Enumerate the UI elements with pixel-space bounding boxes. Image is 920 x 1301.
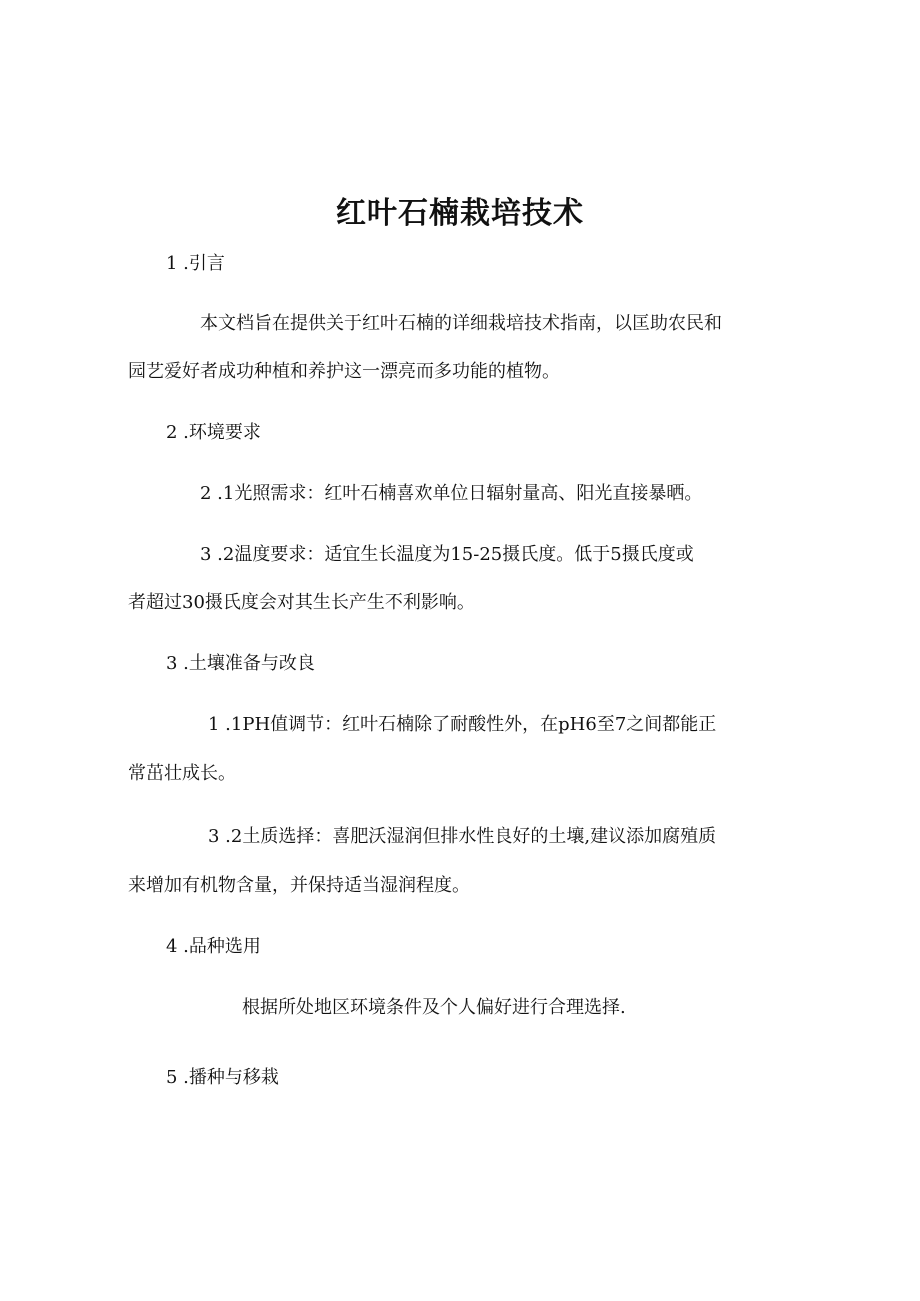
paragraph-line: 3 .2温度要求：适宜生长温度为15-25摄氏度。低于5摄氏度或 <box>200 544 694 565</box>
section-heading-variety: 4 .品种选用 <box>166 936 261 957</box>
paragraph-line: 来增加有机物含量，并保持适当湿润程度。 <box>128 875 470 896</box>
section-heading-sowing: 5 .播种与移栽 <box>166 1067 279 1088</box>
document-title: 红叶石楠栽培技术 <box>336 196 584 232</box>
paragraph-line: 2 .1光照需求：红叶石楠喜欢单位日辐射量高、阳光直接暴晒。 <box>200 483 703 504</box>
paragraph-line: 3 .2土质选择：喜肥沃湿润但排水性良好的土壤,建议添加腐殖质 <box>208 826 717 847</box>
paragraph-line: 1 .1PH值调节：红叶石楠除了耐酸性外，在pH6至7之间都能正 <box>208 714 717 735</box>
paragraph-line: 园艺爱好者成功种植和养护这一漂亮而多功能的植物。 <box>128 361 560 382</box>
section-heading-introduction: 1 .引言 <box>166 253 225 274</box>
paragraph-line: 者超过30摄氏度会对其生长产生不利影响。 <box>128 592 475 613</box>
section-heading-soil: 3 .土壤准备与改良 <box>166 653 315 674</box>
paragraph-line: 本文档旨在提供关于红叶石楠的详细栽培技术指南，以匡助农民和 <box>200 313 722 334</box>
paragraph-line: 常茁壮成长。 <box>128 763 236 784</box>
paragraph-line: 根据所处地区环境条件及个人偏好进行合理选择. <box>242 997 626 1018</box>
section-heading-environment: 2 .环境要求 <box>166 422 261 443</box>
